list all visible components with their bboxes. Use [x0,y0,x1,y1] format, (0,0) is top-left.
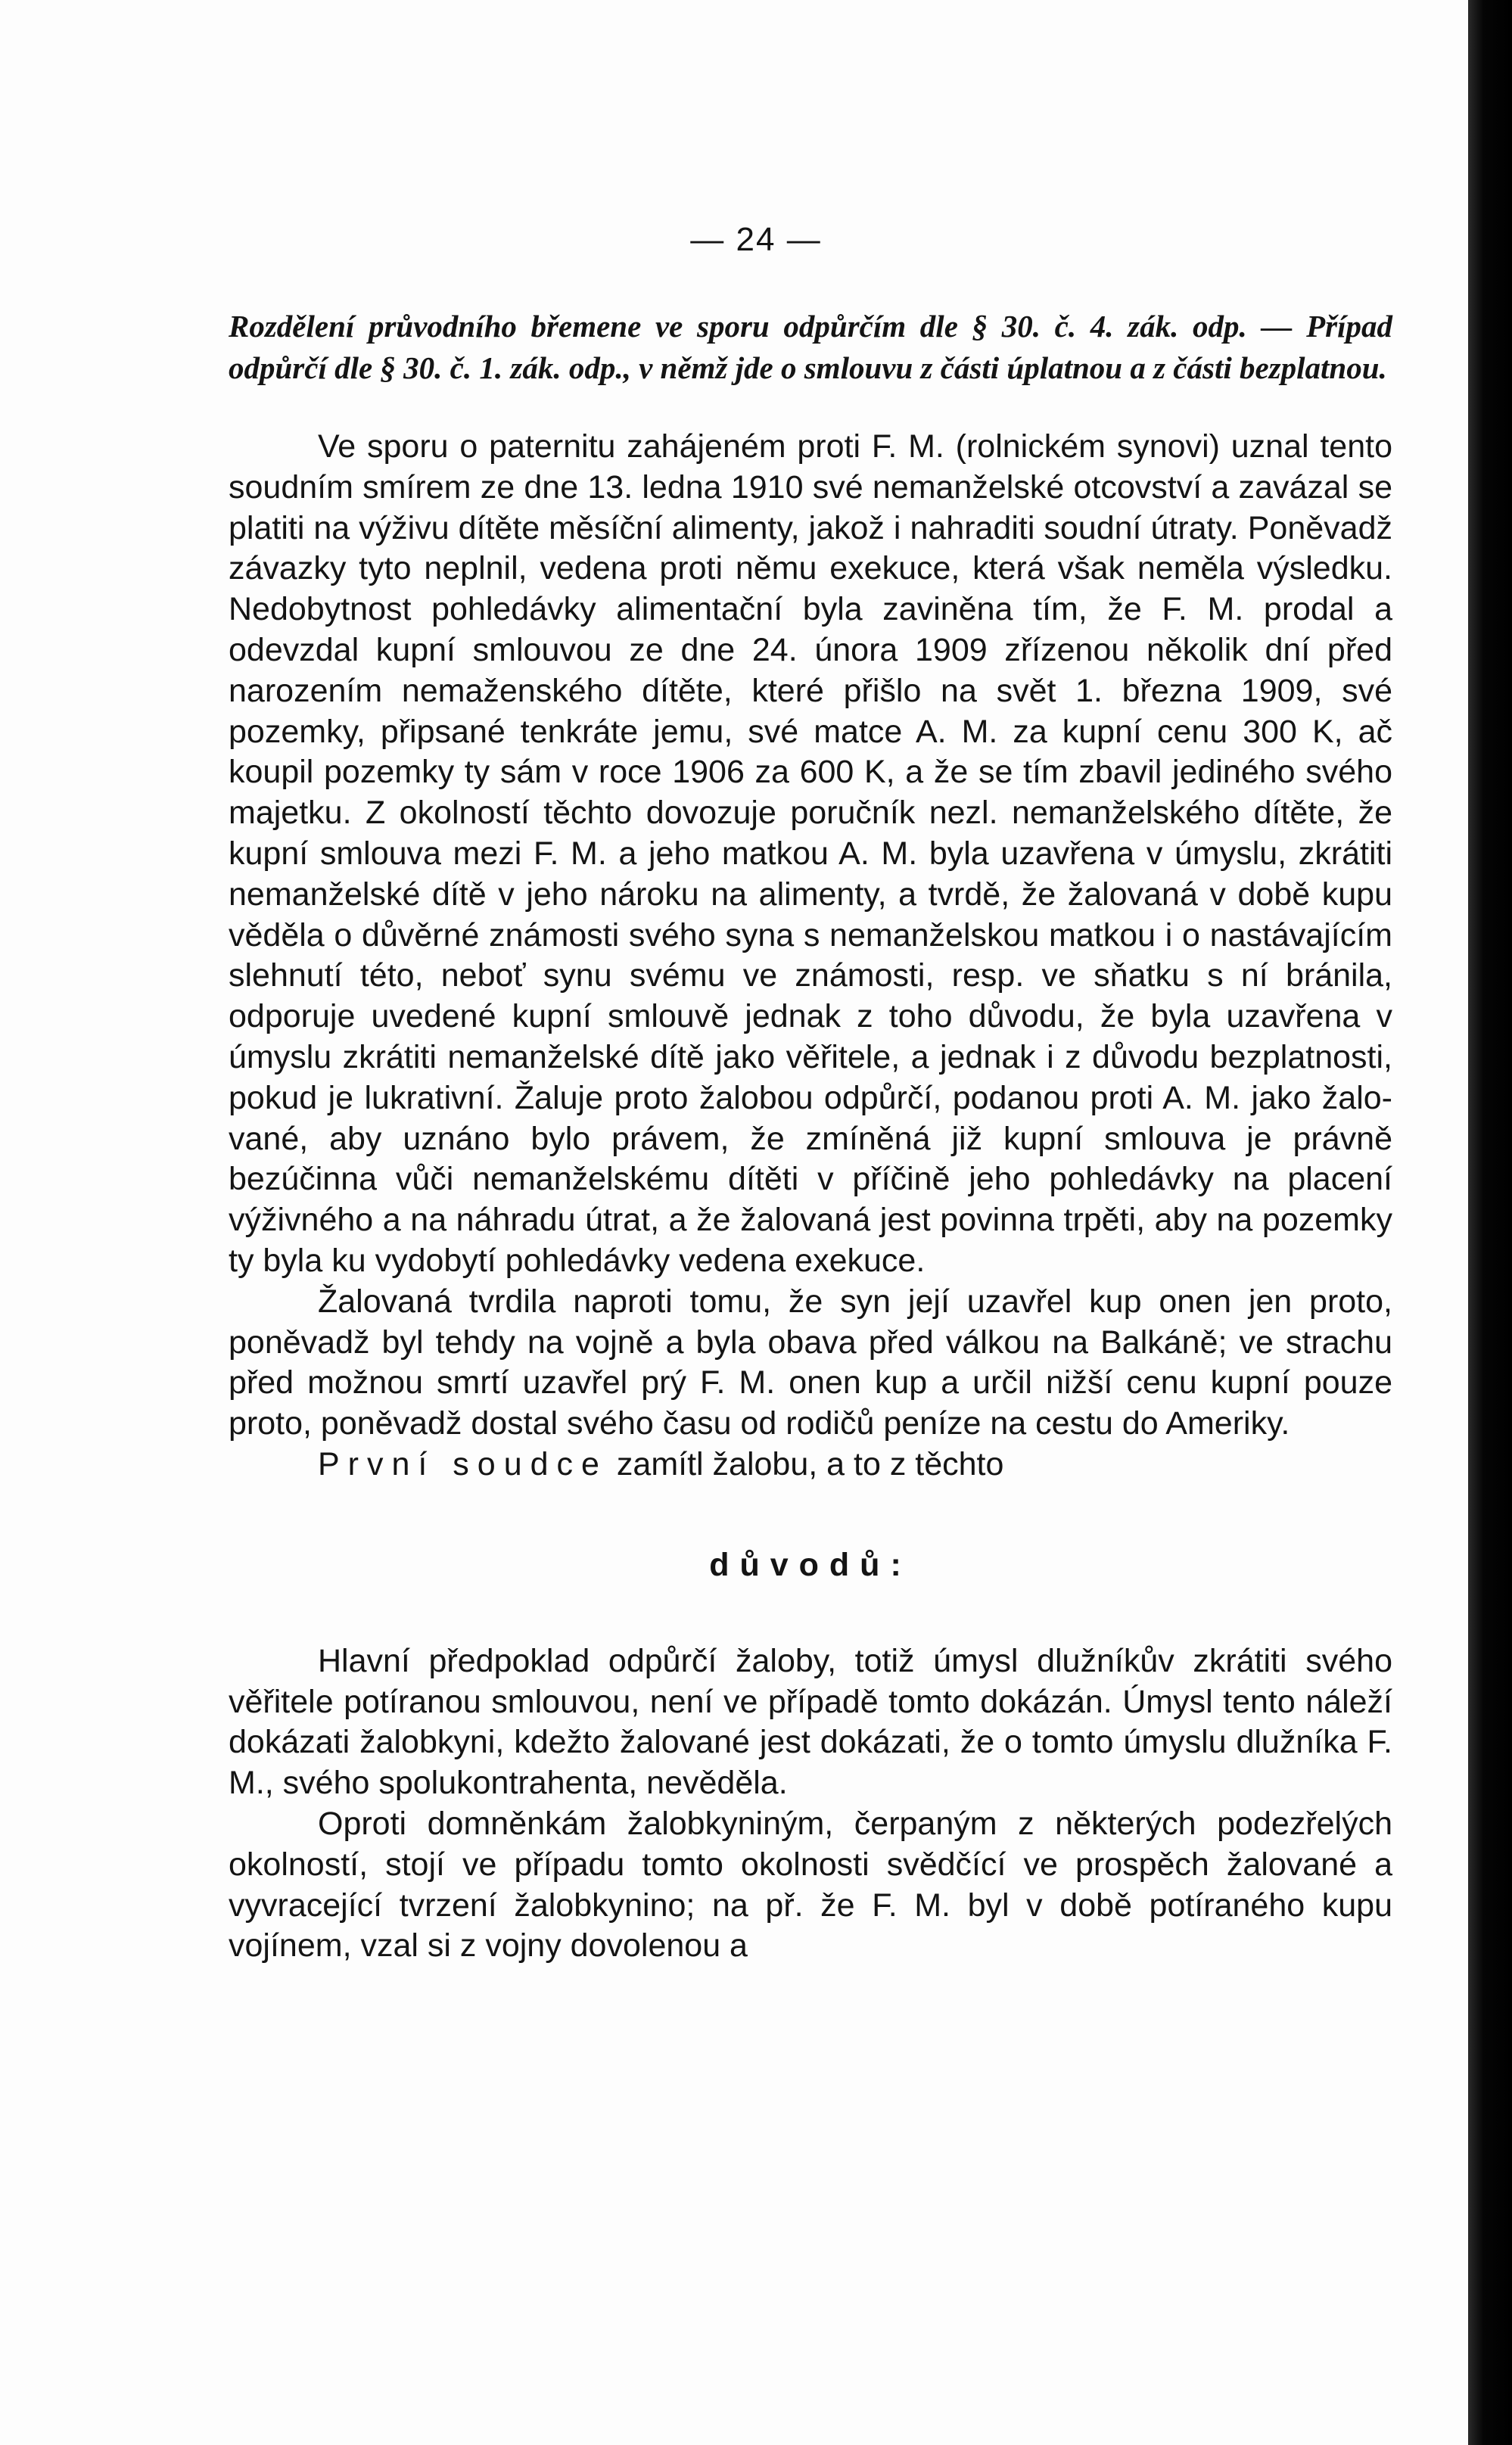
scan-dark-edge [1468,0,1512,2445]
body-text [229,306,1392,1967]
first-court-text: zamítl žalobu, a to z těchto [607,1445,1004,1482]
paragraph-first-court [229,1445,1392,1485]
first-court-label: První soudce [318,1445,608,1482]
page-number: — 24 — [690,221,822,258]
paragraph-defense: Žalovaná tvrdila naproti tomu, že syn její uzavřel kup onen jen proto, poněvadž byl tehdy na vojně a byla obava před válkou na Balkáně; ve strachu před možnou smrtí uzavřel prý F. M. onen kup a určil nižší cenu kupní pouze proto, poněvadž dostal svého času od rodičů peníze na cestu do Ameriky. [229,1283,1392,1442]
reasons-heading: důvodů: [709,1546,912,1583]
section-heading: Rozdělení průvodního břemene ve sporu odpůrčím dle § 30. č. 4. zák. odp. — Případ odpůrčí dle § 30. č. 1. zák. odp., v němž jde o smlouvu z části úplatnou a z části bezplatnou. [229,309,1392,385]
paragraph-counter-presumptions: Oproti domněnkám žalobkyniným, čerpaným z některých podezřelých okolností, stojí ve případu tomto okolnosti svědčící ve prospěch žalované a vyvracející tvrzení žalobkynino; na př. že F. M. byl v době potíraného kupu vojínem, vzal si z vojny dovolenou a [229,1805,1392,1964]
paragraph-facts: Ve sporu o paternitu zahájeném proti F. M. (rolnickém synovi) uznal tento soudním smírem ze dne 13. ledna 1910 své nemanželské otcovství a zavázal se platiti na výživu dítěte měsíční alimenty, jakož i nahraditi soudní útraty. Poněvadž závazky tyto neplnil, vedena proti němu exekuce, která však neměla výsledku. Nedobytnost pohledávky alimentační byla zaviněna tím, že F. M. prodal a odevzdal kupní smlouvou ze dne 24. února 1909 zřízenou několik dní před narozením nemaženského dítěte, které přišlo na svět 1. března 1909, své pozemky, připsané tenkráte jemu, své matce A. M. za kupní cenu 300 K, ač koupil pozemky ty sám v roce 1906 za 600 K, a že se tím zbavil jediného svého majetku. Z okolností těchto dovozuje poručník nezl. nemanželského dítěte, že kupní smlouva mezi F. M. a jeho matkou A. M. byla uzavřena v úmyslu, zkrátiti nemanželské dítě v jeho nároku na alimenty, a tvrdě, že žalovaná v době kupu věděla o důvěrné známosti svého syna s nemanželskou matkou i o nastávajícím slehnutí této, neboť synu svému ve známosti, resp. ve sňatku s ní bránila, odporuje uvedené kupní smlouvě jednak z toho důvodu, že byla uzavřena v úmyslu zkrátiti nemanželské dítě jako věřitele, a jednak i z důvodu bezplatnosti, pokud je lukrativní. Žaluje proto žalobou odpůrčí, podanou proti A. M. jako žalované, aby uznáno bylo právem, že zmíněná již kupní smlouva je právně bezúčinna vůči nemanželskému dítěti v příčině jeho pohledávky na placení výživného a na náhradu útrat, a že žalovaná jest povinna trpěti, aby na pozemky ty byla ku vydobytí pohledávky vedena exekuce. [229,428,1392,1279]
paragraph-main-premise: Hlavní předpoklad odpůrčí žaloby, totiž úmysl dlužníkův zkrátiti svého věřitele potíranou smlouvou, není ve případě tomto dokázán. Úmysl tento náleží dokázati žalobkyni, kdežto žalované jest dokázati, že o tomto úmyslu dlužníka F. M., svého spolukontrahenta, nevěděla. [229,1642,1392,1802]
